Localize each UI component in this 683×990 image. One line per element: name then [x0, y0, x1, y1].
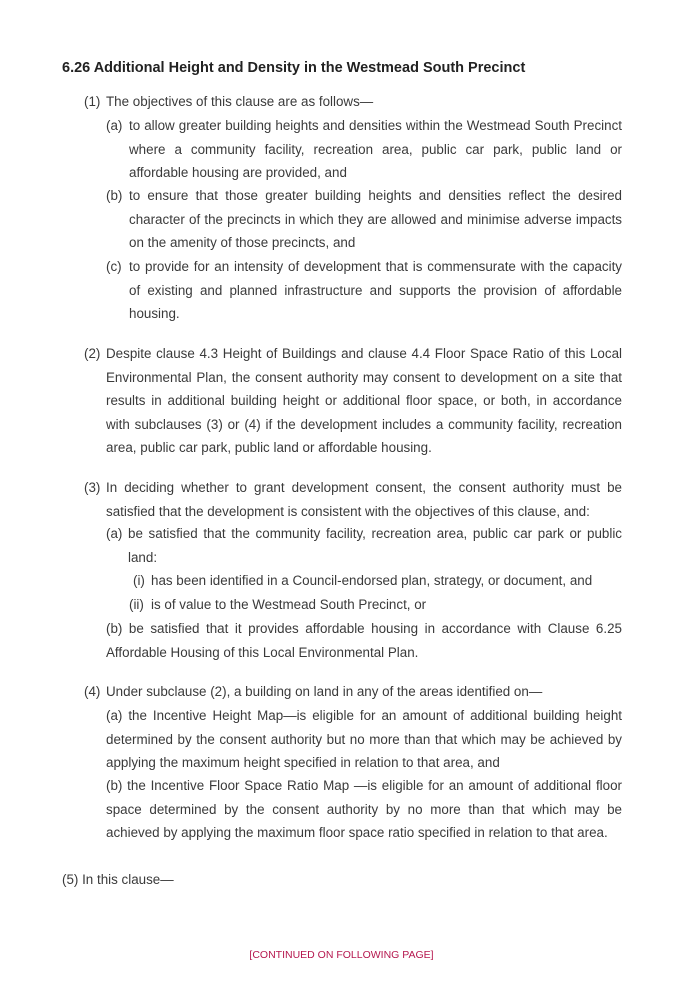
subclause-1-number: (1) [84, 94, 101, 109]
subclause-3-number: (3) [84, 480, 101, 495]
subparagraph-3a-ii-text: is of value to the Westmead South Precinct, or [151, 597, 427, 612]
paragraph-4b-text: (b) the Incentive Floor Space Ratio Map —is eligible for an amount of additional floor space determined by the consent authority by no more than that which may be achieved by applying the maximum floor space ratio specified in relation to that area. [106, 778, 622, 840]
paragraph-1a-number: (a) [106, 118, 123, 133]
clause-heading: 6.26 Additional Height and Density in the Westmead South Precinct [62, 60, 526, 76]
paragraph-1c-number: (c) [106, 259, 122, 274]
paragraph-3b-text: (b) be satisfied that it provides affordable housing in accordance with Clause 6.25 Affordable Housing of this Local Environmental Plan. [106, 621, 622, 660]
paragraph-3a-text: (a) be satisfied that the community facility, recreation area, public car park or public land: [106, 526, 622, 565]
subparagraph-3a-i-number: (i) [133, 573, 145, 588]
paragraph-1a-text: to allow greater building heights and densities within the Westmead South Precinct where a community facility, recreation area, public car park, public land or affordable housing are provided, and [129, 118, 622, 180]
subparagraph-3a-i-text: has been identified in a Council-endorsed plan, strategy, or document, and [151, 573, 593, 588]
subclause-5-text: (5) In this clause— [62, 872, 174, 887]
paragraph-4a-text: (a) the Incentive Height Map—is eligible for an amount of additional building height determined by the consent authority but no more than that which may be achieved by applying the maximum height specified in relation to that area, and [106, 708, 622, 770]
subclause-2-number: (2) [84, 346, 101, 361]
subclause-2-text: Despite clause 4.3 Height of Buildings and clause 4.4 Floor Space Ratio of this Local Environmental Plan, the consent authority may consent to development on a site that results in additional building height or additional floor space, or both, in accordance with subclauses (3) or (4) if the development includes a community facility, recreation area, public car park, public land or affordable housing. [106, 346, 622, 455]
subparagraph-3a-ii-number: (ii) [129, 597, 144, 612]
subclause-1-text: The objectives of this clause are as follows— [106, 94, 374, 109]
paragraph-1b-number: (b) [106, 188, 123, 203]
continued-footer: [CONTINUED ON FOLLOWING PAGE] [249, 949, 434, 961]
paragraph-1c-text: to provide for an intensity of development that is commensurate with the capacity of existing and planned infrastructure and supports the provision of affordable housing. [129, 259, 622, 321]
subclause-4-text: Under subclause (2), a building on land in any of the areas identified on— [106, 684, 543, 699]
paragraph-1b-text: to ensure that those greater building heights and densities reflect the desired character of the precincts in which they are allowed and minimise adverse impacts on the amenity of those precincts, and [129, 188, 622, 250]
subclause-3-text: In deciding whether to grant development consent, the consent authority must be satisfied that the development is consistent with the objectives of this clause, and: [106, 480, 622, 519]
subclause-4-number: (4) [84, 684, 101, 699]
